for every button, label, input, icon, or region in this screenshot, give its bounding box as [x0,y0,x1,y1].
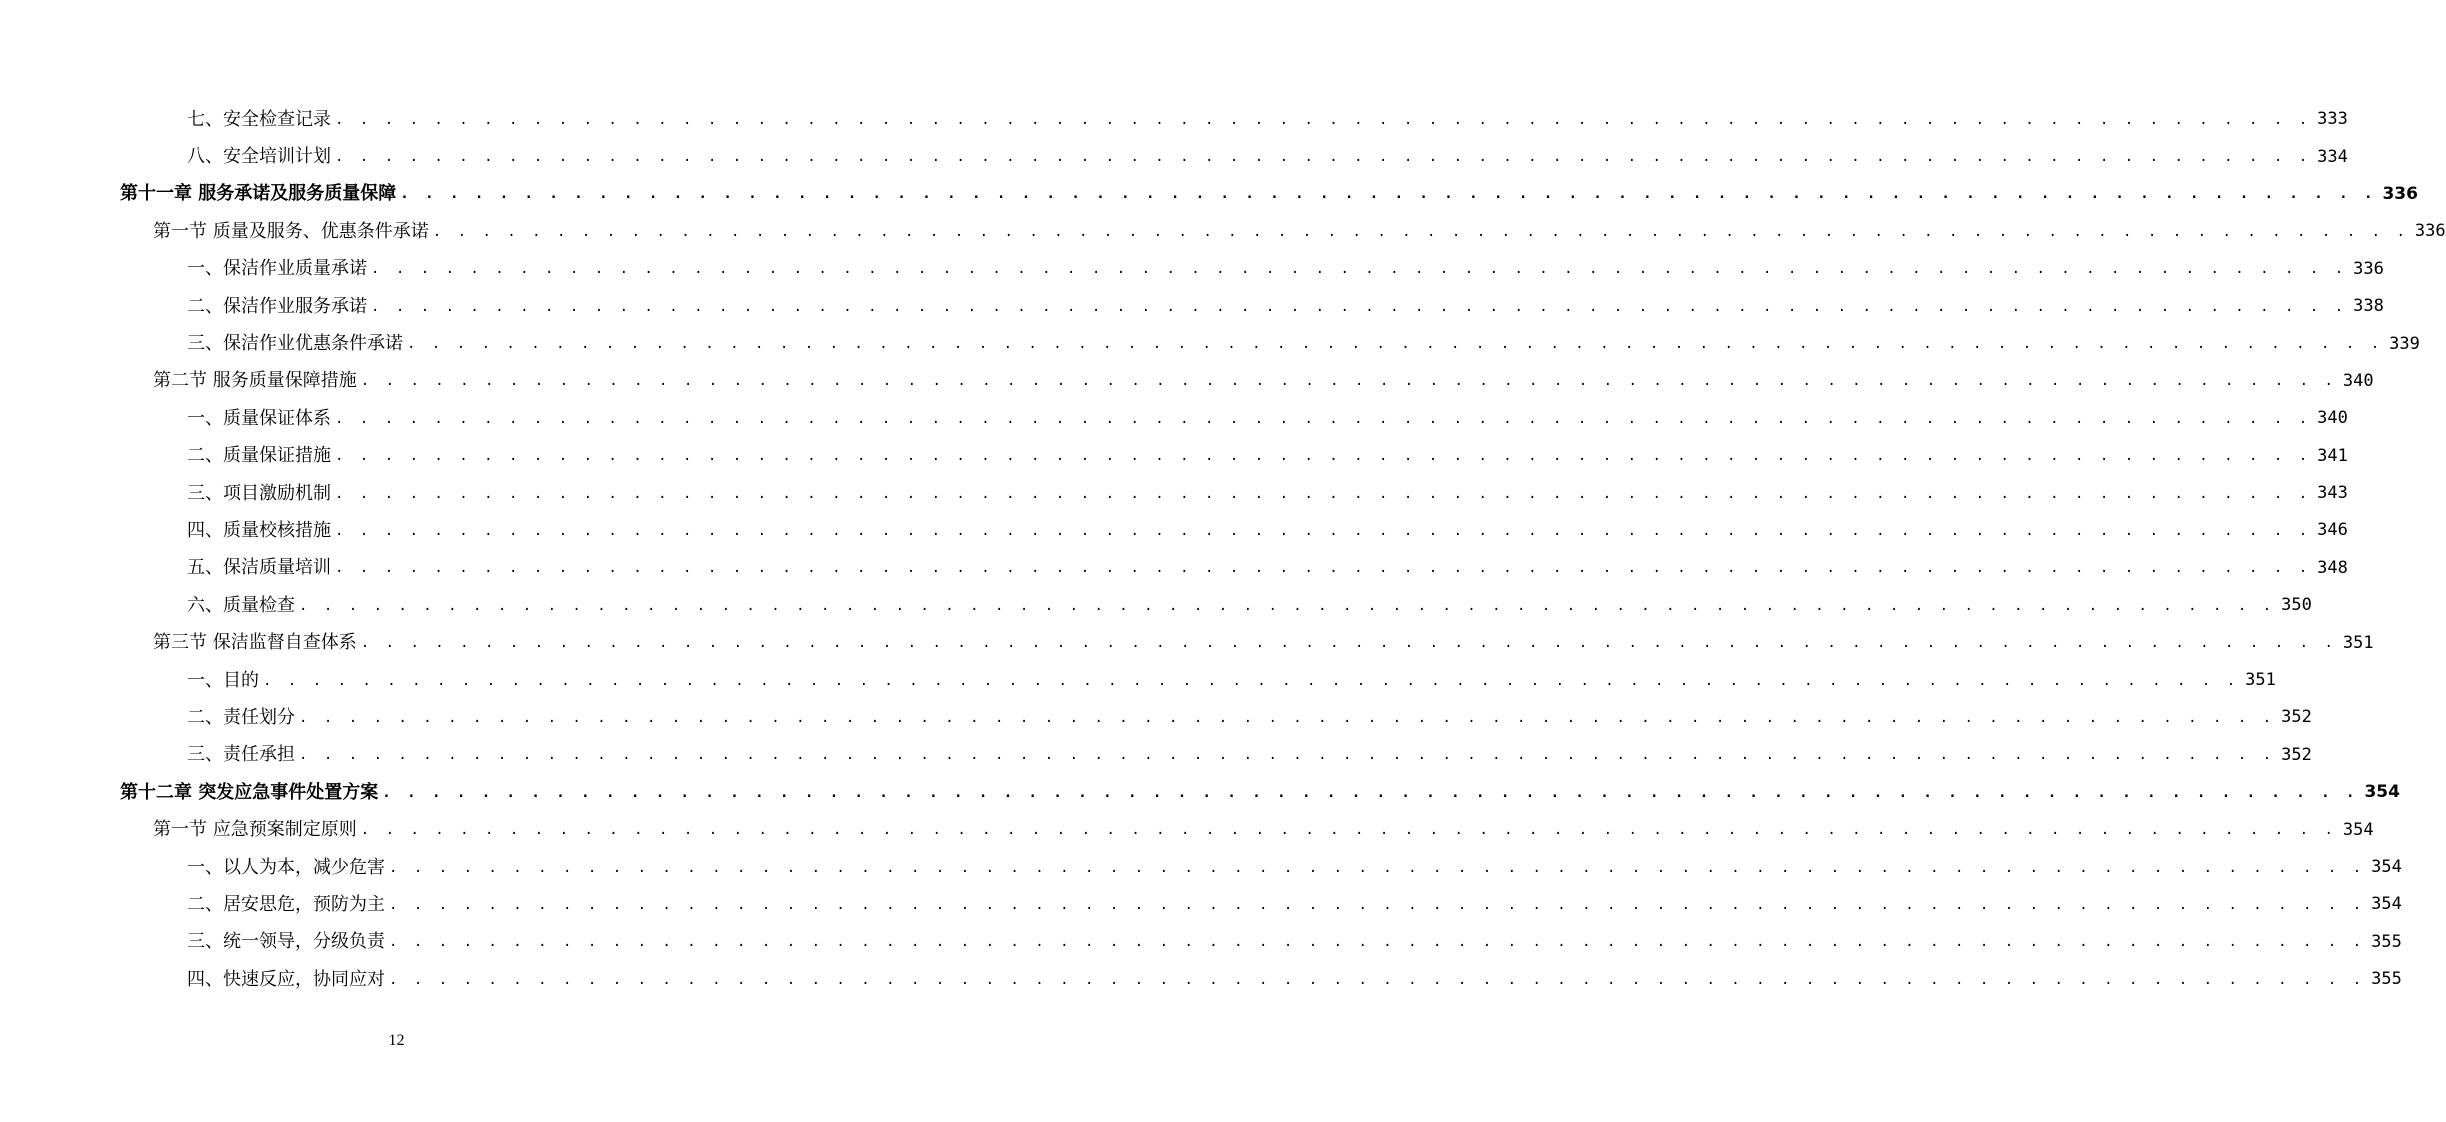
toc-entry-title: 三、统一领导，分级负责 [187,931,385,953]
toc-item-entry[interactable] [0,400,2348,437]
toc-section-entry[interactable] [0,811,2374,848]
toc-entry-page: 350 [2281,595,2312,616]
toc-entry-title: 第二节 服务质量保障措施 [153,370,357,392]
dot-leader: . . . . . . . . . . . . . . . . . . . . . . . . . . . . . . . . . . . . . . . . . . . . . . . . . . . . . . . . . . . . . . . . . . . . . . . . . . . . . . . . [371,261,2348,278]
toc-entry-page: 340 [2317,408,2348,429]
toc-entry-page: 340 [2342,370,2374,391]
toc-entry-title: 七、安全检查记录 [187,108,331,130]
toc-item-entry[interactable] [0,961,2402,998]
toc-section-entry[interactable] [0,624,2374,661]
toc-item-entry[interactable] [0,512,2348,549]
toc-entry-title: 三、保洁作业优惠条件承诺 [187,333,403,355]
dot-leader: . . . . . . . . . . . . . . . . . . . . . . . . . . . . . . . . . . . . . . . . . . . . . . . . . . . . . . . . . . . . . . . . . . . . . . . . . . . . . . . . [389,934,2366,951]
dot-leader: . . . . . . . . . . . . . . . . . . . . . . . . . . . . . . . . . . . . . . . . . . . . . . . . . . . . . . . . . . . . . . . . . . . . . . . . . . . . . . . . [389,859,2366,876]
toc-entry-title: 三、项目激励机制 [187,482,331,504]
dot-leader: . . . . . . . . . . . . . . . . . . . . . . . . . . . . . . . . . . . . . . . . . . . . . . . . . . . . . . . . . . . . . . . . . . . . . . . . . . . . . . . . [335,149,2312,166]
toc-item-entry[interactable] [0,849,2402,886]
toc-entry-page: 336 [2414,221,2446,242]
toc-item-entry[interactable] [0,699,2312,736]
dot-leader: . . . . . . . . . . . . . . . . . . . . . . . . . . . . . . . . . . . . . . . . . . . . . . . . . . . . . . . . . . . . . . . . . . . . . . . . . . . . . . . . [335,410,2312,427]
toc-entry-page: 348 [2317,557,2348,578]
dot-leader: . . . . . . . . . . . . . . . . . . . . . . . . . . . . . . . . . . . . . . . . . . . . . . . . . . . . . . . . . . . . . . . . . . . . . . . . . . . . . . . . [263,672,2240,689]
toc-entry-title: 一、目的 [187,669,259,691]
toc-entry-title: 第十二章 突发应急事件处置方案 [120,781,379,803]
toc-entry-page: 351 [2245,670,2276,691]
table-of-contents [0,101,2446,998]
toc-item-entry[interactable] [0,101,2348,138]
toc-entry-title: 三、责任承担 [187,744,295,766]
toc-item-entry[interactable] [0,587,2312,624]
toc-entry-title: 五、保洁质量培训 [187,557,331,579]
dot-leader: . . . . . . . . . . . . . . . . . . . . . . . . . . . . . . . . . . . . . . . . . . . . . . . . . . . . . . . . . . . . . . . . . . . . . . . . . . . . . . . . [407,336,2384,353]
dot-leader: . . . . . . . . . . . . . . . . . . . . . . . . . . . . . . . . . . . . . . . . . . . . . . . . . . . . . . . . . . . . . . . . . . . . . . . . . . . . . . . . [432,223,2409,240]
dot-leader: . . . . . . . . . . . . . . . . . . . . . . . . . . . . . . . . . . . . . . . . . . . . . . . . . . . . . . . . . . . . . . . . . . . . . . . . . . . . . . . . [382,784,2359,801]
toc-item-entry[interactable] [0,438,2348,475]
dot-leader: . . . . . . . . . . . . . . . . . . . . . . . . . . . . . . . . . . . . . . . . . . . . . . . . . . . . . . . . . . . . . . . . . . . . . . . . . . . . . . . . [389,971,2366,988]
toc-entry-page: 336 [2353,258,2384,279]
dot-leader: . . . . . . . . . . . . . . . . . . . . . . . . . . . . . . . . . . . . . . . . . . . . . . . . . . . . . . . . . . . . . . . . . . . . . . . . . . . . . . . . [360,635,2337,652]
toc-item-entry[interactable] [0,138,2348,175]
toc-item-entry[interactable] [0,737,2312,774]
toc-entry-title: 四、快速反应，协同应对 [187,968,385,990]
toc-entry-title: 二、居安思危，预防为主 [187,893,385,915]
toc-item-entry[interactable] [0,550,2348,587]
toc-entry-title: 二、责任划分 [187,706,295,728]
toc-entry-title: 一、保洁作业质量承诺 [187,258,367,280]
toc-section-entry[interactable] [0,213,2446,250]
toc-entry-page: 352 [2281,744,2312,765]
toc-item-entry[interactable] [0,475,2348,512]
toc-chapter-entry[interactable] [0,176,2418,213]
dot-leader: . . . . . . . . . . . . . . . . . . . . . . . . . . . . . . . . . . . . . . . . . . . . . . . . . . . . . . . . . . . . . . . . . . . . . . . . . . . . . . . . [299,747,2276,764]
toc-item-entry[interactable] [0,288,2384,325]
dot-leader: . . . . . . . . . . . . . . . . . . . . . . . . . . . . . . . . . . . . . . . . . . . . . . . . . . . . . . . . . . . . . . . . . . . . . . . . . . . . . . . . [335,485,2312,502]
toc-entry-page: 333 [2317,109,2348,130]
toc-entry-page: 355 [2371,931,2402,952]
toc-item-entry[interactable] [0,325,2420,362]
toc-entry-page: 352 [2281,707,2312,728]
dot-leader: . . . . . . . . . . . . . . . . . . . . . . . . . . . . . . . . . . . . . . . . . . . . . . . . . . . . . . . . . . . . . . . . . . . . . . . . . . . . . . . . [360,822,2337,839]
toc-entry-title: 第十一章 服务承诺及服务质量保障 [120,183,397,205]
dot-leader: . . . . . . . . . . . . . . . . . . . . . . . . . . . . . . . . . . . . . . . . . . . . . . . . . . . . . . . . . . . . . . . . . . . . . . . . . . . . . . . . [389,896,2366,913]
toc-entry-page: 338 [2353,296,2384,317]
toc-entry-page: 346 [2317,520,2348,541]
toc-entry-page: 336 [2382,183,2418,204]
dot-leader: . . . . . . . . . . . . . . . . . . . . . . . . . . . . . . . . . . . . . . . . . . . . . . . . . . . . . . . . . . . . . . . . . . . . . . . . . . . . . . . . [299,709,2276,726]
toc-item-entry[interactable] [0,662,2276,699]
dot-leader: . . . . . . . . . . . . . . . . . . . . . . . . . . . . . . . . . . . . . . . . . . . . . . . . . . . . . . . . . . . . . . . . . . . . . . . . . . . . . . . . [335,522,2312,539]
toc-entry-page: 351 [2342,632,2374,653]
toc-item-entry[interactable] [0,924,2402,961]
toc-entry-title: 一、质量保证体系 [187,407,331,429]
dot-leader: . . . . . . . . . . . . . . . . . . . . . . . . . . . . . . . . . . . . . . . . . . . . . . . . . . . . . . . . . . . . . . . . . . . . . . . . . . . . . . . . [360,373,2337,390]
toc-entry-page: 354 [2371,857,2402,877]
toc-entry-page: 339 [2389,333,2420,354]
toc-entry-title: 四、质量校核措施 [187,519,331,541]
toc-entry-title: 一、以人为本，减少危害 [187,856,385,878]
toc-entry-title: 第一节 应急预案制定原则 [153,819,357,841]
toc-entry-page: 354 [2371,894,2402,915]
toc-entry-title: 二、保洁作业服务承诺 [187,295,367,317]
dot-leader: . . . . . . . . . . . . . . . . . . . . . . . . . . . . . . . . . . . . . . . . . . . . . . . . . . . . . . . . . . . . . . . . . . . . . . . . . . . . . . . . [299,597,2276,614]
toc-chapter-entry[interactable] [0,774,2400,811]
toc-entry-title: 六、质量检查 [187,594,295,616]
page-number: 12 [388,1032,405,1049]
dot-leader: . . . . . . . . . . . . . . . . . . . . . . . . . . . . . . . . . . . . . . . . . . . . . . . . . . . . . . . . . . . . . . . . . . . . . . . . . . . . . . . . [400,186,2377,203]
toc-entry-page: 334 [2317,146,2348,167]
toc-entry-page: 354 [2364,782,2400,803]
dot-leader: . . . . . . . . . . . . . . . . . . . . . . . . . . . . . . . . . . . . . . . . . . . . . . . . . . . . . . . . . . . . . . . . . . . . . . . . . . . . . . . . [335,111,2312,128]
toc-entry-page: 354 [2342,819,2374,840]
toc-entry-page: 355 [2371,969,2402,990]
toc-item-entry[interactable] [0,251,2384,288]
toc-entry-title: 第三节 保洁监督自查体系 [153,632,357,654]
toc-entry-title: 第一节 质量及服务、优惠条件承诺 [153,220,429,242]
toc-entry-title: 二、质量保证措施 [187,445,331,467]
toc-entry-title: 八、安全培训计划 [187,146,331,168]
dot-leader: . . . . . . . . . . . . . . . . . . . . . . . . . . . . . . . . . . . . . . . . . . . . . . . . . . . . . . . . . . . . . . . . . . . . . . . . . . . . . . . . [335,448,2312,465]
toc-section-entry[interactable] [0,363,2374,400]
dot-leader: . . . . . . . . . . . . . . . . . . . . . . . . . . . . . . . . . . . . . . . . . . . . . . . . . . . . . . . . . . . . . . . . . . . . . . . . . . . . . . . . [371,298,2348,315]
toc-entry-page: 343 [2317,483,2348,504]
dot-leader: . . . . . . . . . . . . . . . . . . . . . . . . . . . . . . . . . . . . . . . . . . . . . . . . . . . . . . . . . . . . . . . . . . . . . . . . . . . . . . . . [335,560,2312,577]
toc-item-entry[interactable] [0,886,2402,923]
toc-entry-page: 341 [2317,445,2348,466]
